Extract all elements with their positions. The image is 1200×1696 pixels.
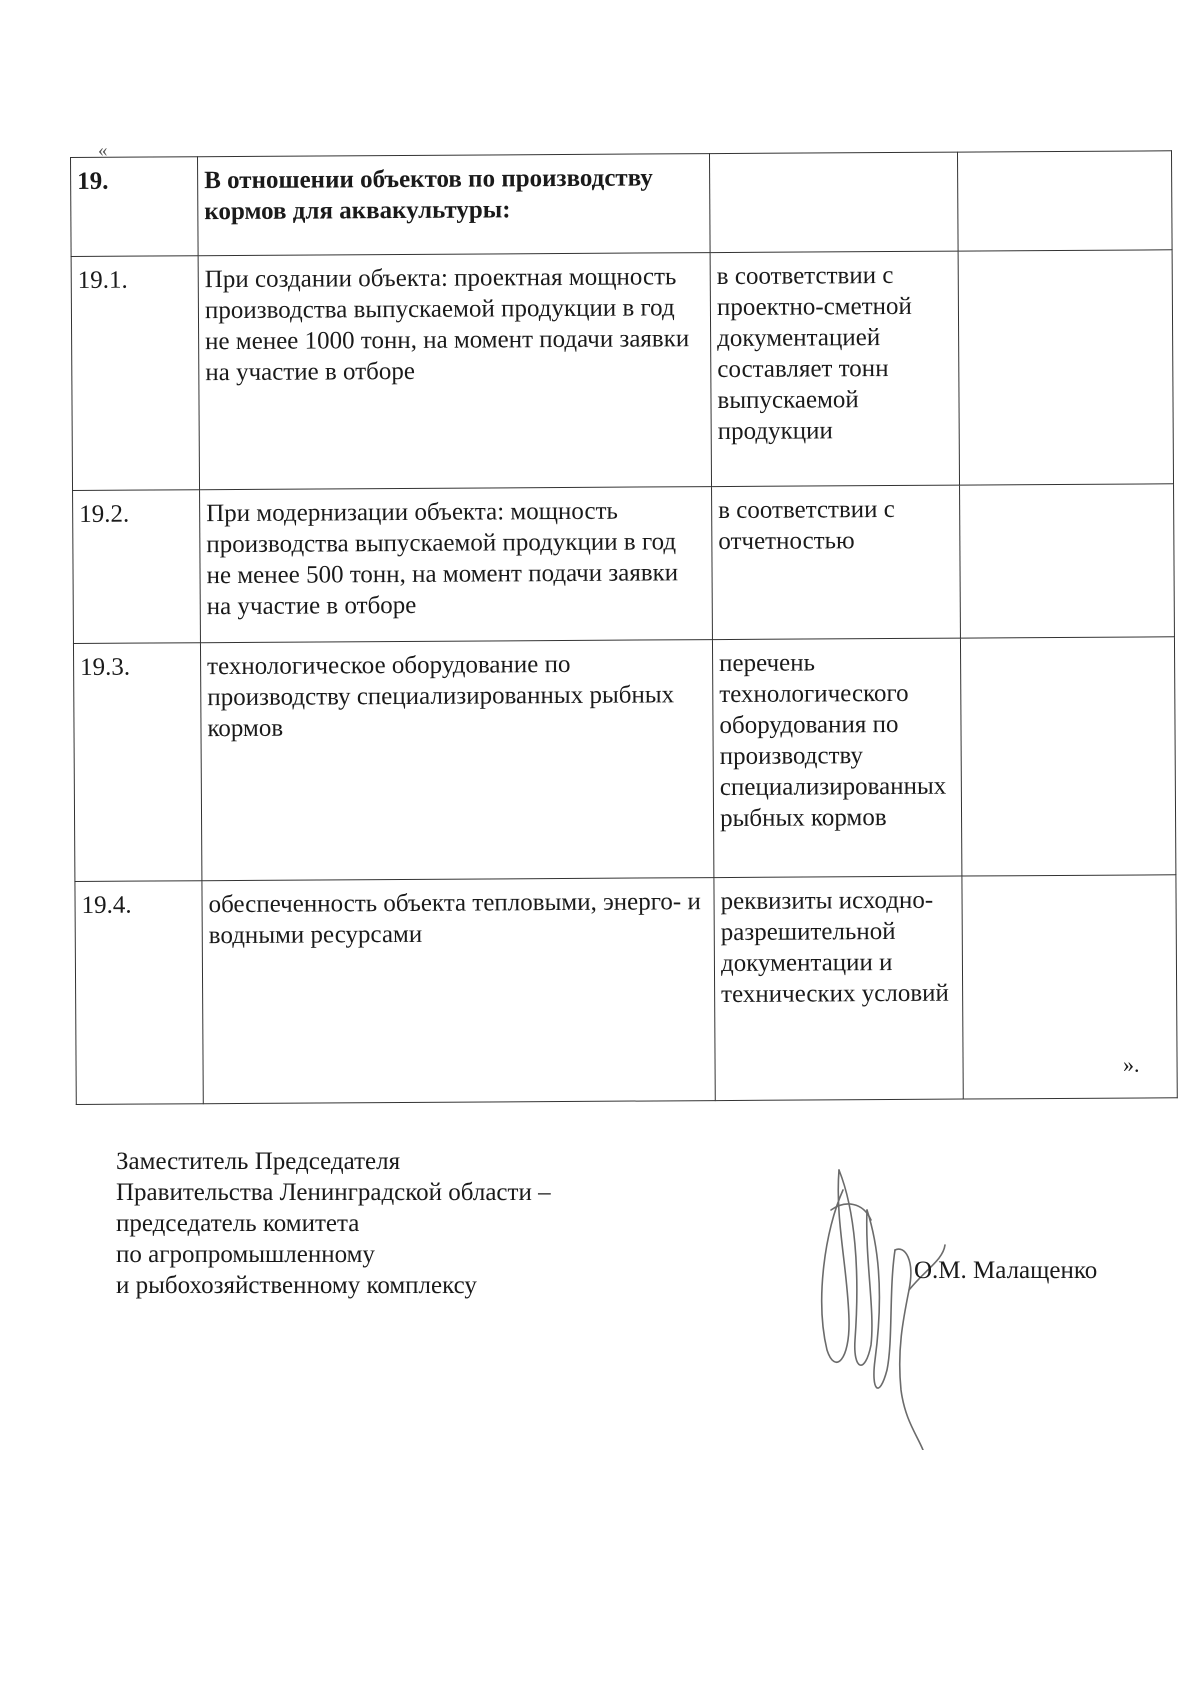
requirement-cell: При модернизации объекта: мощность производства выпускаемой продукции в год не менее 500 тонн, на момент подачи заявки на участие в отборе xyxy=(200,487,713,643)
extra-cell xyxy=(960,484,1175,638)
confirmation-cell: в соответствии с отчетностью xyxy=(712,485,961,640)
position-line: Заместитель Председателя xyxy=(116,1148,401,1175)
table-row xyxy=(71,250,1173,491)
extra-cell xyxy=(958,250,1173,485)
row-number: 19.2. xyxy=(73,490,201,644)
opening-quote: « xyxy=(98,140,108,161)
position-line: по агропромышленному xyxy=(116,1241,375,1268)
row-number: 19.3. xyxy=(73,643,201,882)
row-number: 19. xyxy=(71,157,199,257)
requirement-cell: технологическое оборудование по производству специализированных рыбных кормов xyxy=(200,640,713,881)
signatory-position xyxy=(116,1146,551,1301)
confirmation-cell: реквизиты исходно-разрешительной документации и технических условий xyxy=(714,876,963,1101)
requirement-cell: При создании объекта: проектная мощность производства выпускаемой продукции в год не менее 1000 тонн, на момент подачи заявки на участие в отборе xyxy=(198,253,711,490)
row-number: 19.1. xyxy=(71,256,199,491)
table-row xyxy=(73,637,1175,882)
closing-quote: ». xyxy=(1123,1052,1140,1077)
extra-cell xyxy=(957,151,1172,251)
signer-name: О.М. Малащенко xyxy=(914,1257,1098,1284)
requirement-cell: В отношении объектов по производству кормов для аквакультуры: xyxy=(198,154,711,256)
confirmation-cell: перечень технологического оборудования по производству специализированных рыбных кормов xyxy=(712,638,961,878)
position-line: Правительства Ленинградской области – xyxy=(116,1179,551,1206)
confirmation-cell: в соответствии с проектно-сметной документацией составляет тонн выпускаемой продукции xyxy=(710,251,959,487)
requirement-cell: обеспеченность объекта тепловыми, энерго- и водными ресурсами xyxy=(202,878,715,1104)
table-row xyxy=(73,484,1175,644)
table-row xyxy=(71,151,1173,257)
extra-cell xyxy=(962,875,1177,1099)
table-row xyxy=(75,875,1177,1105)
row-number: 19.4. xyxy=(75,881,203,1105)
position-line: председатель комитета xyxy=(116,1210,360,1237)
criteria-table xyxy=(70,150,1178,1105)
handwritten-signature xyxy=(805,1150,955,1450)
position-line: и рыбохозяйственному комплексу xyxy=(116,1272,477,1299)
extra-cell xyxy=(960,637,1175,876)
confirmation-cell xyxy=(709,152,958,253)
